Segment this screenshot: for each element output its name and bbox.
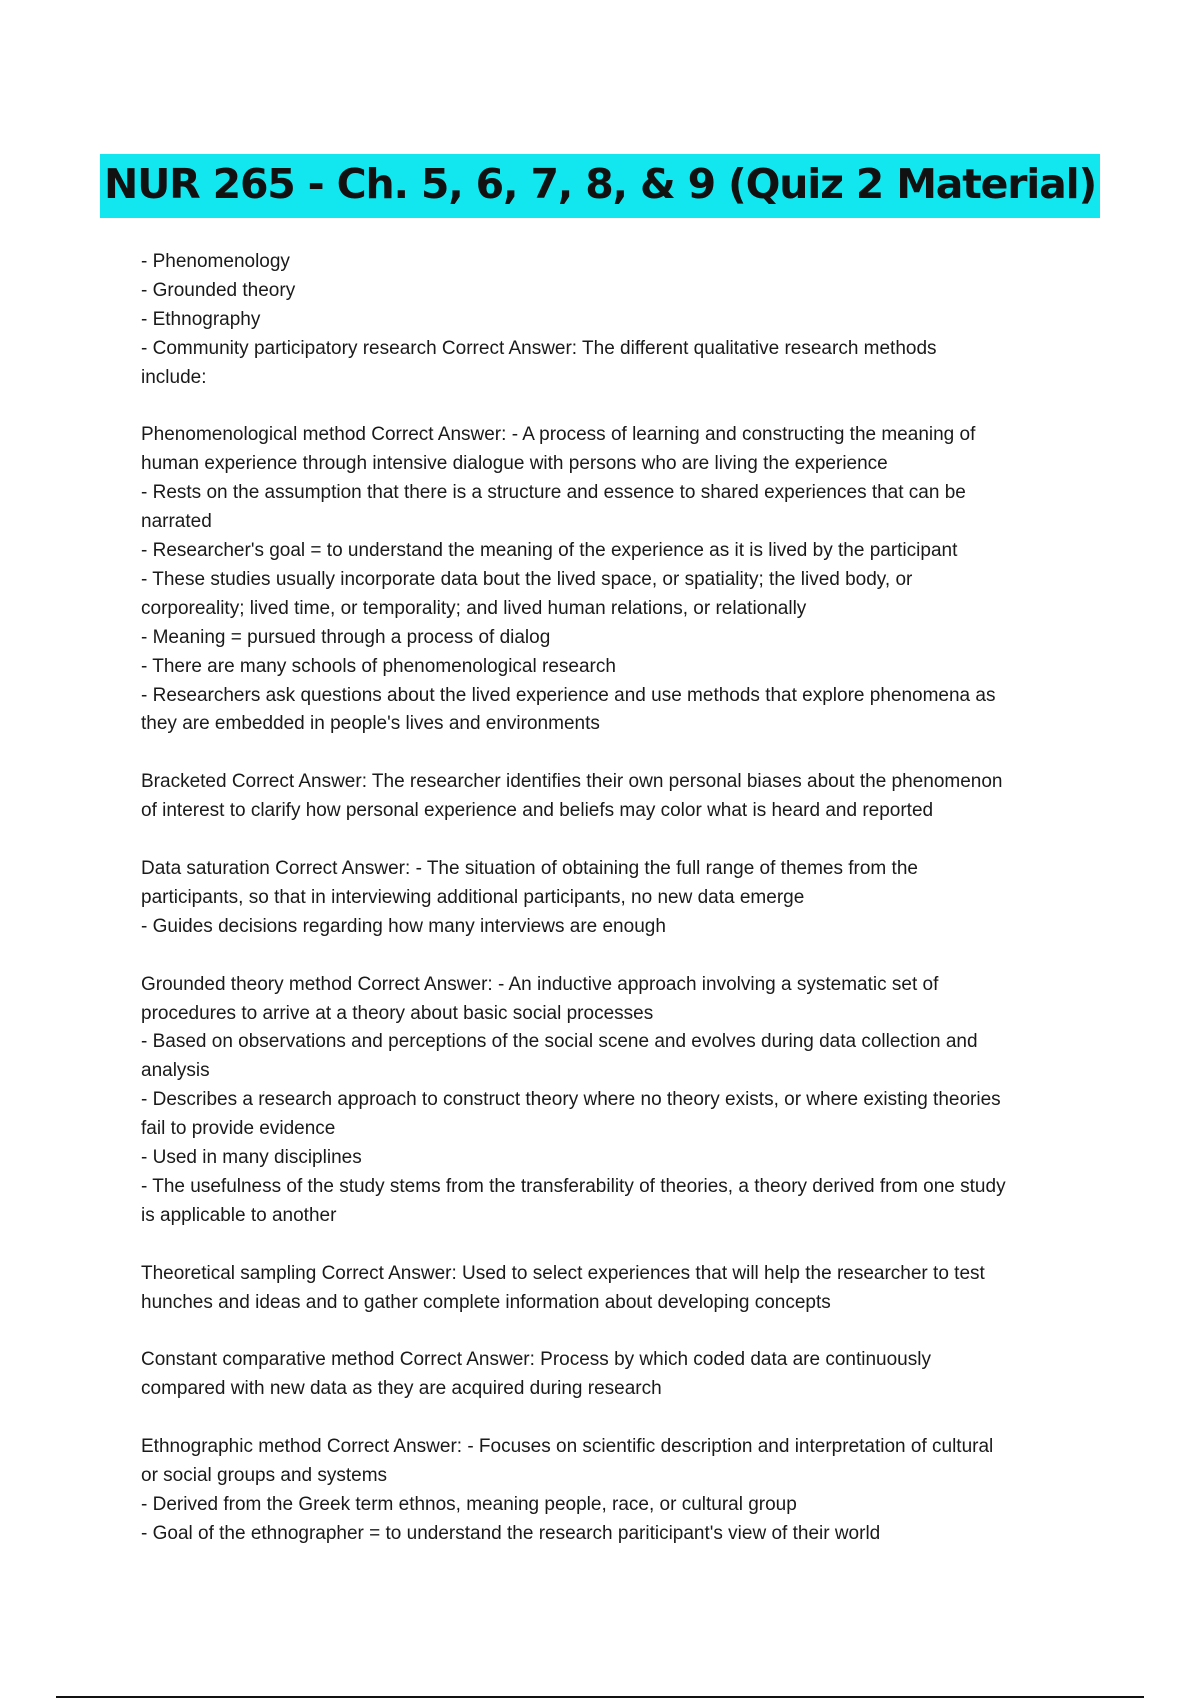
entry-line: narrated — [141, 511, 212, 533]
entry-line: - Phenomenology — [141, 251, 290, 272]
entry-line: analysis — [141, 1060, 210, 1082]
entry-line: - Researcher's goal = to understand the meaning of the experience as it is lived by the participant — [141, 540, 958, 562]
entry-line: - Based on observations and perceptions of the social scene and evolves during data collection and — [141, 1031, 978, 1053]
qa-entry — [141, 855, 1059, 942]
entry-line: compared with new data as they are acquired during research — [141, 1378, 662, 1400]
qa-entry — [141, 1260, 1059, 1318]
entry-line: Grounded theory method Correct Answer: - An inductive approach involving a systematic set of — [141, 973, 939, 995]
entry-line: - Used in many disciplines — [141, 1147, 362, 1169]
entry-line: procedures to arrive at a theory about basic social processes — [141, 1002, 654, 1024]
entry-line: Constant comparative method Correct Answer: Process by which coded data are continuously — [141, 1349, 931, 1371]
qa-entry — [141, 768, 1059, 826]
entry-line: - Guides decisions regarding how many interviews are enough — [141, 915, 666, 937]
entry-line: or social groups and systems — [141, 1464, 388, 1486]
title-container — [0, 154, 1200, 218]
entry-line: Bracketed Correct Answer: The researcher identifies their own personal biases about the phenomenon — [141, 771, 1003, 793]
entry-line: - Ethnography — [141, 308, 261, 330]
entry-line: of interest to clarify how personal experience and beliefs may color what is heard and reported — [141, 800, 934, 822]
bottom-divider — [56, 1696, 1144, 1698]
entry-line: human experience through intensive dialogue with persons who are living the experience — [141, 453, 888, 475]
entry-line: Data saturation Correct Answer: - The situation of obtaining the full range of themes from the — [141, 857, 918, 879]
entry-line: fail to provide evidence — [141, 1118, 336, 1140]
entry-line: - Rests on the assumption that there is a structure and essence to shared experiences that can be — [141, 482, 966, 504]
qa-entry — [141, 421, 1059, 739]
entry-line: Ethnographic method Correct Answer: - Focuses on scientific description and interpretation of cultural — [141, 1436, 994, 1458]
qa-entry — [141, 1346, 1059, 1404]
entry-line: - Meaning = pursued through a process of dialog — [141, 626, 551, 648]
entry-line: - Goal of the ethnographer = to understand the research pariticipant's view of their world — [141, 1522, 881, 1544]
entry-line: Phenomenological method Correct Answer: - A process of learning and constructing the meaning of — [141, 424, 976, 446]
entry-line: - Grounded theory — [141, 279, 296, 301]
entry-line: is applicable to another — [141, 1204, 337, 1226]
document-body — [141, 248, 1059, 1578]
entry-line: - There are many schools of phenomenological research — [141, 655, 616, 677]
entry-line: participants, so that in interviewing additional participants, no new data emerge — [141, 886, 805, 908]
entry-line: - These studies usually incorporate data bout the lived space, or spatiality; the lived body, or — [141, 568, 913, 590]
entry-line: - Researchers ask questions about the lived experience and use methods that explore phenomena as — [141, 684, 996, 706]
entry-line: include: — [141, 366, 207, 388]
entry-line: Theoretical sampling Correct Answer: Used to select experiences that will help the researcher to test — [141, 1262, 985, 1284]
qa-entry — [141, 1433, 1059, 1549]
entry-line: - Community participatory research Correct Answer: The different qualitative research methods — [141, 337, 937, 359]
entry-line: - Derived from the Greek term ethnos, meaning people, race, or cultural group — [141, 1493, 797, 1515]
page-title: NUR 265 - Ch. 5, 6, 7, 8, & 9 (Quiz 2 Material) — [100, 154, 1100, 218]
qa-entry — [141, 971, 1059, 1231]
entry-line: hunches and ideas and to gather complete information about developing concepts — [141, 1291, 831, 1313]
entry-line: corporeality; lived time, or temporality; and lived human relations, or relationally — [141, 597, 807, 619]
entry-line: - Describes a research approach to construct theory where no theory exists, or where existing theories — [141, 1089, 1001, 1111]
qa-entry — [141, 248, 1059, 393]
entry-line: - The usefulness of the study stems from the transferability of theories, a theory derived from one study — [141, 1175, 1006, 1197]
entry-line: they are embedded in people's lives and environments — [141, 713, 600, 735]
